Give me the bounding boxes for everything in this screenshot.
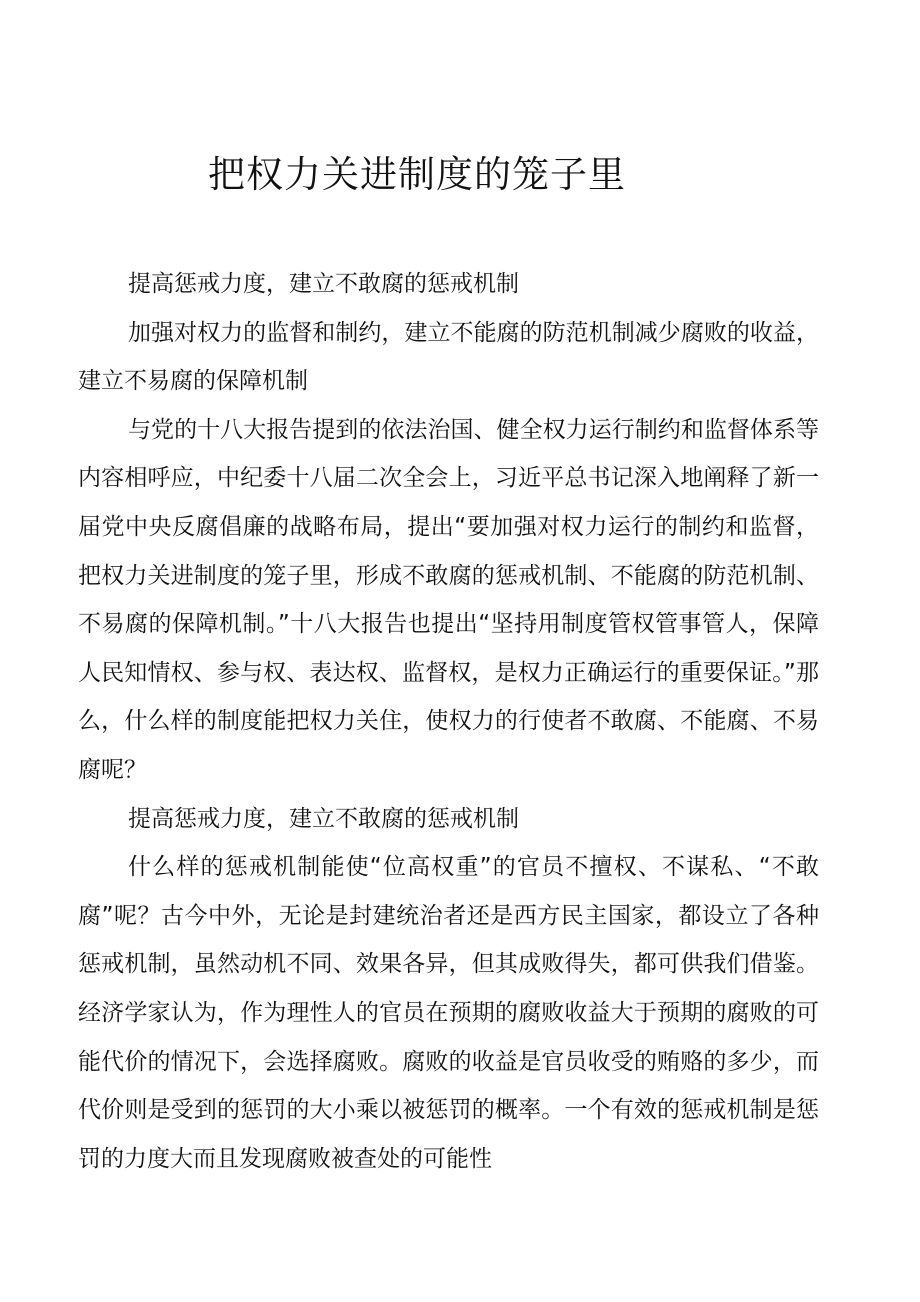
document-body: [78, 260, 819, 1183]
document-title: 把权力关进制度的笼子里: [208, 153, 626, 196]
paragraph-intro: 与党的十八大报告提到的依法治国、健全权力运行制约和监督体系等内容相呼应，中纪委十八届二次全会上，习近平总书记深入地阐释了新一届党中央反腐倡廉的战略布局，提出“要加强对权力运行的制约和监督，把权力关进制度的笼子里，形成不敢腐的惩戒机制、不能腐的防范机制、不易腐的保障机制。”十八大报告也提出“坚持用制度管权管事管人，保障人民知情权、参与权、表达权、监督权，是权力正确运行的重要保证。”那么，什么样的制度能把权力关住，使权力的行使者不敢腐、不能腐、不易腐呢？: [78, 416, 819, 783]
paragraph-heading-2: 加强对权力的监督和制约，建立不能腐的防范机制减少腐败的收益，建立不易腐的保障机制: [78, 319, 819, 395]
paragraph-section-heading: 提高惩戒力度，建立不敢腐的惩戒机制: [128, 805, 519, 832]
paragraph-section-body: 什么样的惩戒机制能使“位高权重”的官员不擅权、不谋私、“不敢腐”呢？古今中外，无论是封建统治者还是西方民主国家，都设立了各种惩戒机制，虽然动机不同、效果各异，但其成败得失，都可供我们借鉴。经济学家认为，作为理性人的官员在预期的腐败收益大于预期的腐败的可能代价的情况下，会选择腐败。腐败的收益是官员收受的贿赂的多少，而代价则是受到的惩罚的大小乘以被惩罚的概率。一个有效的惩戒机制是惩罚的力度大而且发现腐败被查处的可能性: [78, 854, 819, 1172]
paragraph-heading-1: 提高惩戒力度，建立不敢腐的惩戒机制: [128, 271, 519, 297]
